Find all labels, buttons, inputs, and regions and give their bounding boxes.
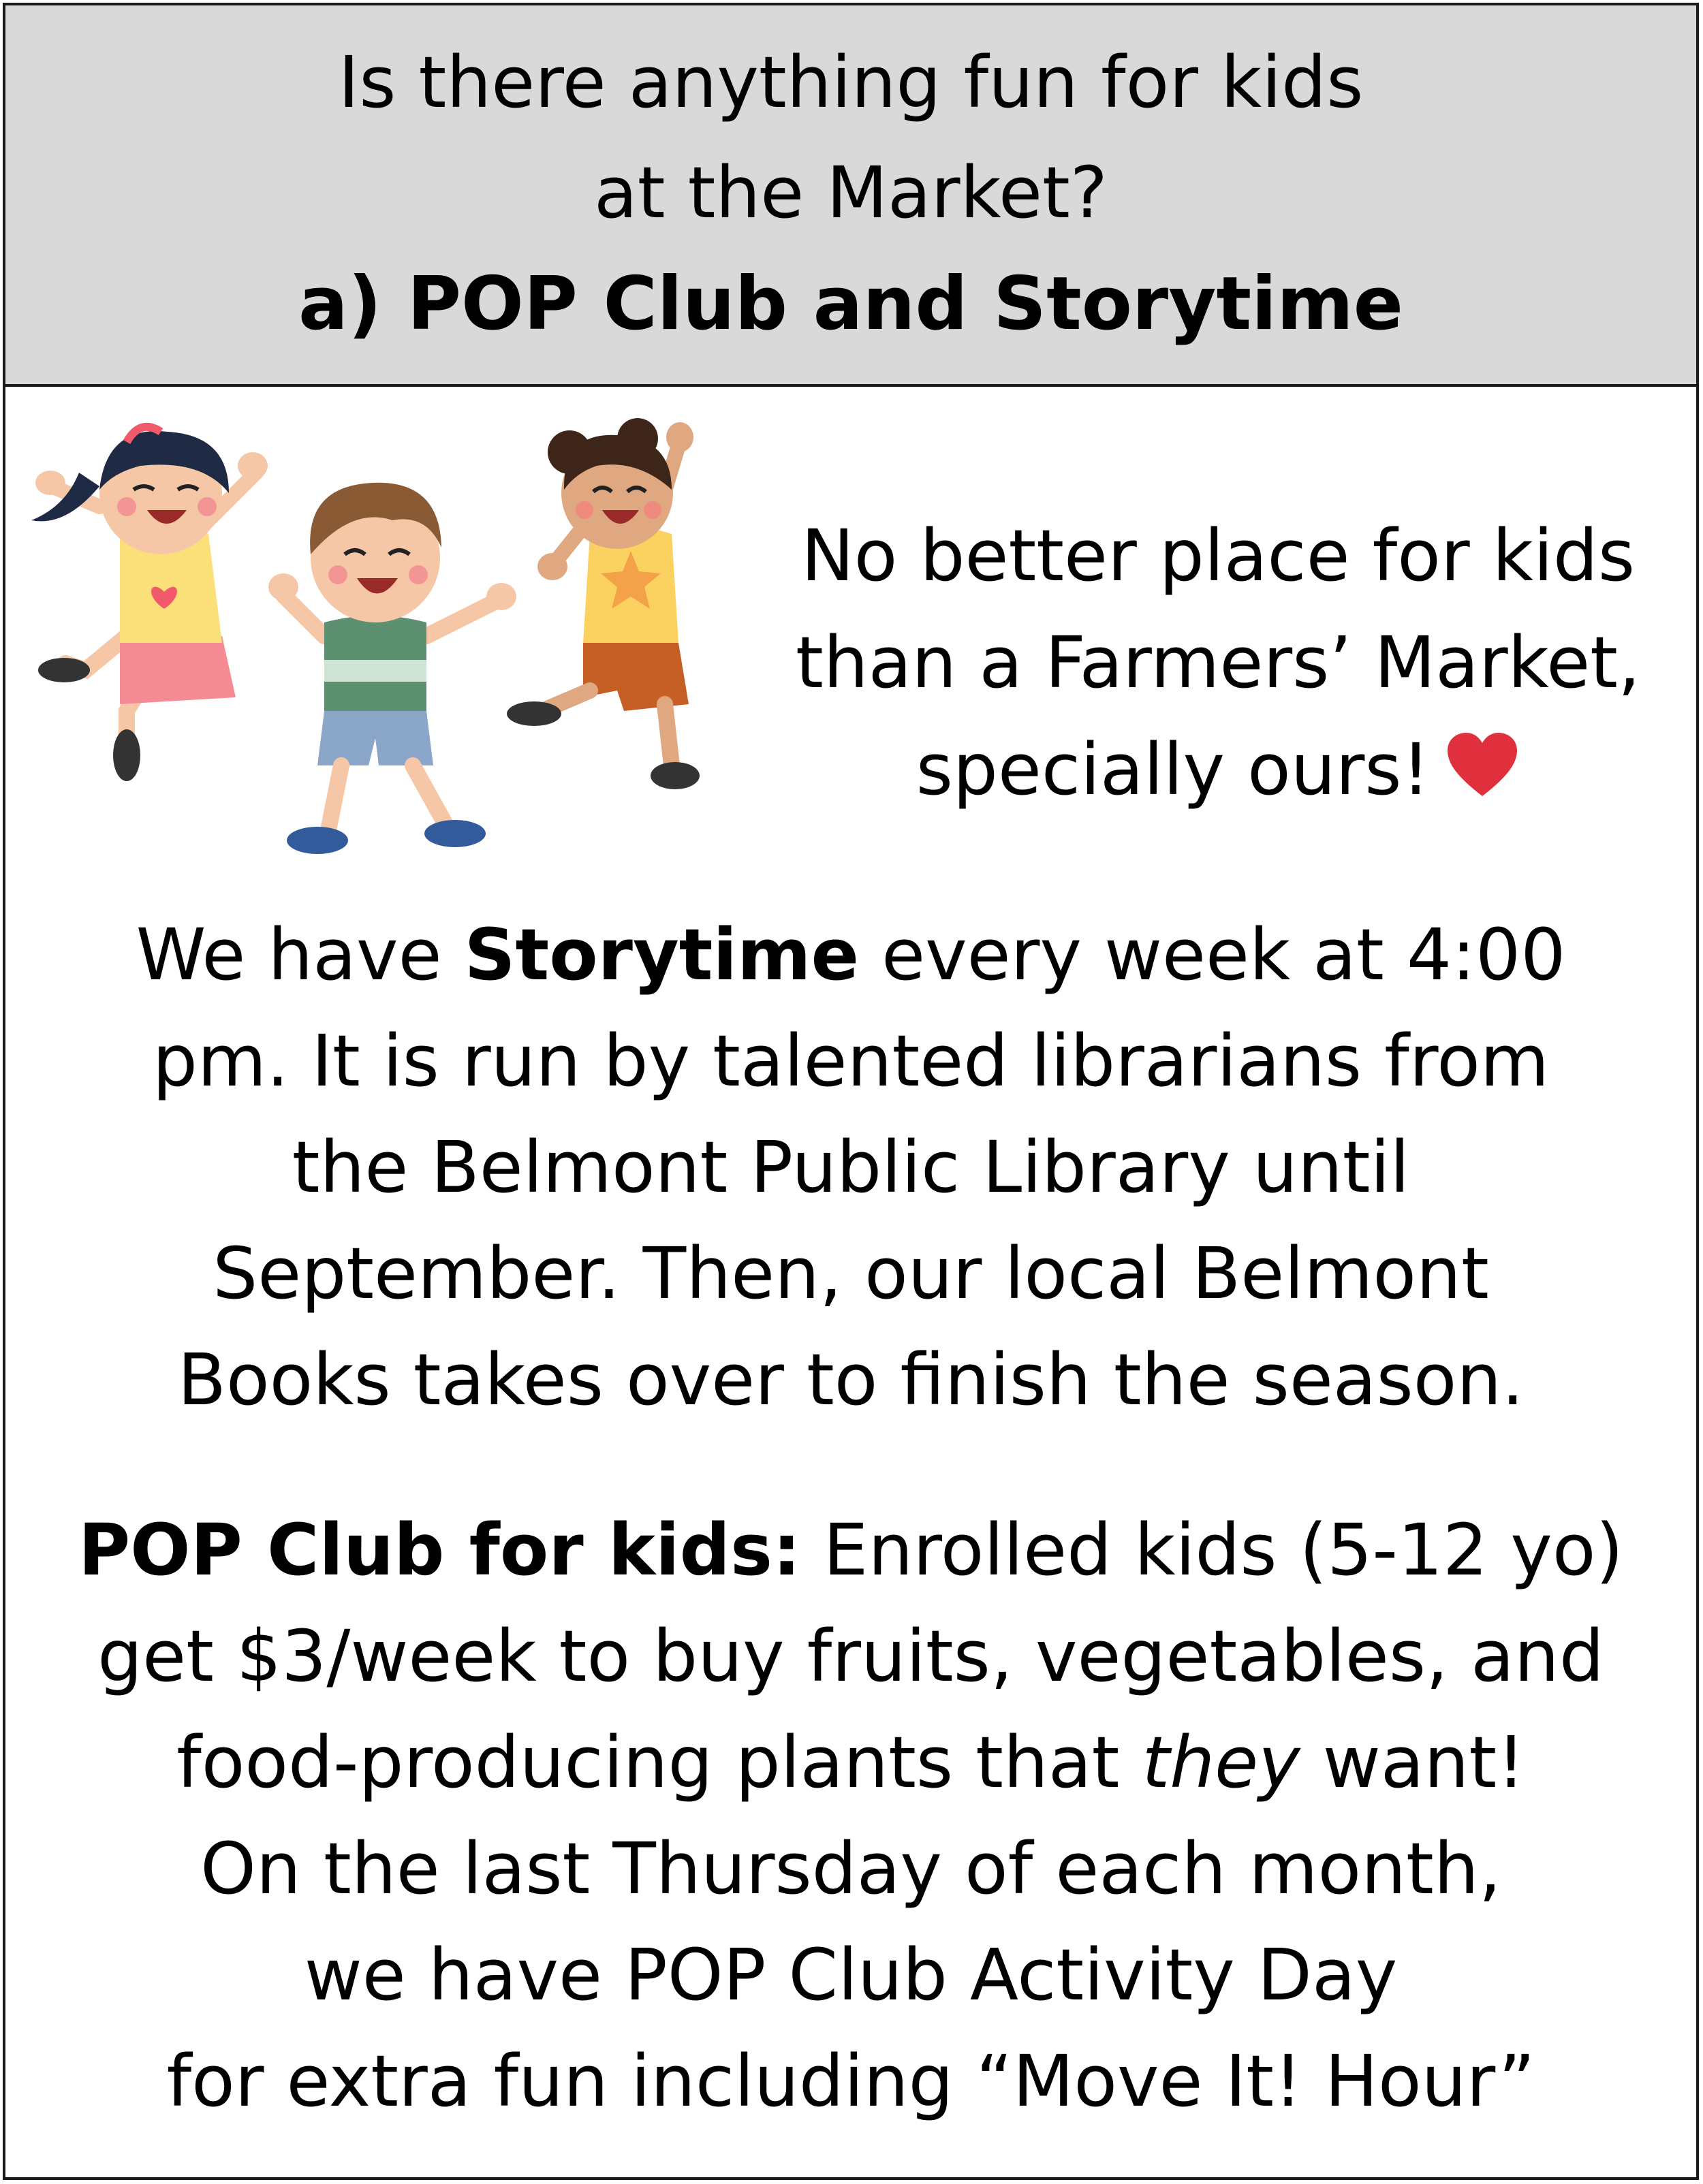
pop-club-line-1-post: Enrolled kids (5-12 yo) <box>800 1508 1624 1592</box>
header-question-line-1: Is there anything fun for kids <box>338 41 1364 124</box>
storytime-paragraph <box>5 902 1696 1433</box>
storytime-line-1-post: every week at 4:00 <box>859 913 1566 996</box>
pop-club-line-3 <box>5 1709 1696 1816</box>
header-question-line-2: at the Market? <box>594 151 1108 234</box>
kids-jumping-illustration <box>25 411 733 902</box>
header-banner <box>5 5 1696 387</box>
pop-club-line-1 <box>5 1497 1696 1603</box>
storytime-keyword: Storytime <box>464 913 860 996</box>
storytime-line-3: the Belmont Public Library until <box>292 1126 1410 1209</box>
intro-line-3-wrap <box>748 716 1688 823</box>
intro-line-3: specially ours! <box>916 728 1431 811</box>
intro-text <box>748 503 1688 823</box>
pop-club-line-3-pre: food-producing plants that <box>176 1721 1142 1804</box>
intro-line-2: than a Farmers’ Market, <box>795 621 1641 704</box>
girl-figure <box>31 427 268 781</box>
storytime-line-4: September. Then, our local Belmont <box>213 1232 1489 1315</box>
pop-club-emphasis: they <box>1142 1721 1300 1804</box>
pop-club-line-3-post: want! <box>1300 1721 1525 1804</box>
pop-club-line-6: for extra fun including “Move It! Hour” <box>166 2040 1535 2123</box>
storytime-line-5: Books takes over to finish the season. <box>177 1338 1525 1421</box>
pop-club-line-2: get $3/week to buy fruits, vegetables, and <box>97 1615 1604 1698</box>
storytime-line-1 <box>5 902 1696 1008</box>
pop-club-heading: POP Club for kids: <box>78 1508 801 1592</box>
storytime-line-1-pre: We have <box>136 913 465 996</box>
intro-line-1: No better place for kids <box>800 514 1636 597</box>
girl-with-buns-figure <box>507 418 700 789</box>
pop-club-paragraph <box>5 1497 1696 2134</box>
pop-club-line-5: we have POP Club Activity Day <box>304 1933 1398 2016</box>
flyer-card <box>3 3 1699 2180</box>
boy-figure <box>268 483 516 854</box>
header-subtitle: a) POP Club and Storytime <box>298 262 1403 347</box>
pop-club-line-4: On the last Thursday of each month, <box>200 1827 1501 1910</box>
heart-icon <box>1445 731 1520 800</box>
storytime-line-2: pm. It is run by talented librarians from <box>152 1019 1550 1103</box>
